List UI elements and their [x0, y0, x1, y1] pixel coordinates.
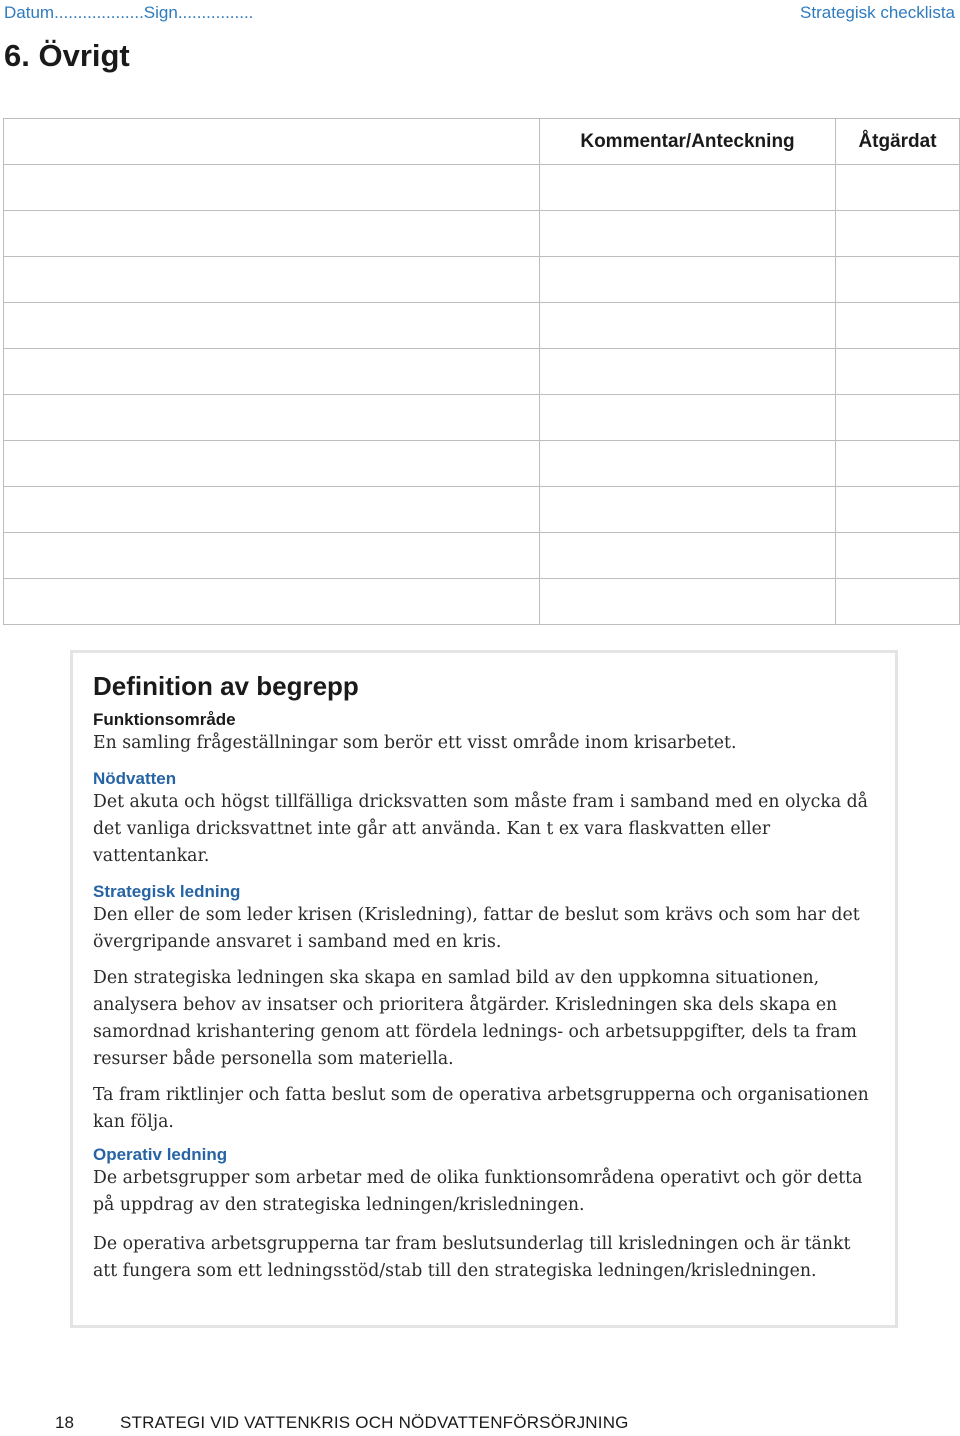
comment-cell[interactable] — [540, 395, 836, 441]
definition-text: Det akuta och högst tillfälliga dricksvatten som måste fram i samband med en olycka då det vanliga dricksvattnet inte går att använda. Kan t ex vara flaskvatten eller vattentankar. — [93, 792, 868, 866]
comment-cell[interactable] — [540, 441, 836, 487]
item-cell — [4, 395, 540, 441]
comment-cell[interactable] — [540, 165, 836, 211]
definitions-box — [70, 650, 898, 1328]
table-row — [4, 349, 960, 395]
header-doc-title: Strategisk checklista — [800, 3, 955, 22]
table-row — [4, 487, 960, 533]
column-header-done: Åtgärdat — [836, 119, 960, 165]
table-row — [4, 257, 960, 303]
term-nodvatten: Nödvatten — [93, 769, 177, 788]
header-date-sign: Datum...................Sign................ — [4, 3, 254, 22]
comment-cell[interactable] — [540, 533, 836, 579]
comment-cell[interactable] — [540, 487, 836, 533]
comment-cell[interactable] — [540, 257, 836, 303]
table-row — [4, 395, 960, 441]
done-cell[interactable] — [836, 257, 960, 303]
item-cell — [4, 165, 540, 211]
done-cell[interactable] — [836, 533, 960, 579]
table-header-row — [4, 119, 960, 165]
done-cell[interactable] — [836, 487, 960, 533]
term-operativ-ledning: Operativ ledning — [93, 1145, 228, 1164]
definition-text: Den eller de som leder krisen (Krisledning), fattar de beslut som krävs och som har det övergripande ansvaret i samband med en kris. — [93, 905, 860, 952]
table-row — [4, 579, 960, 625]
section-title: 6. Övrigt — [4, 38, 130, 73]
done-cell[interactable] — [836, 349, 960, 395]
done-cell[interactable] — [836, 303, 960, 349]
table-row — [4, 211, 960, 257]
column-header-comment: Kommentar/Anteckning — [540, 119, 836, 165]
definition-text: Ta fram riktlinjer och fatta beslut som de operativa arbetsgrupperna och organisationen kan följa. — [93, 1085, 869, 1132]
definitions-heading: Definition av begrepp — [93, 671, 359, 701]
footer-title: STRATEGI VID VATTENKRIS OCH NÖDVATTENFÖRSÖRJNING — [120, 1413, 629, 1432]
term-strategisk-ledning: Strategisk ledning — [93, 882, 241, 901]
comment-cell[interactable] — [540, 579, 836, 625]
definition-text: Den strategiska ledningen ska skapa en samlad bild av den uppkomna situationen, analysera behov av insatser och prioritera åtgärder. Krisledningen ska dels skapa en samordnad krishantering genom att fördela lednings- och arbetsuppgifter, dels ta fram resurser både personella som materiella. — [93, 968, 857, 1069]
comment-cell[interactable] — [540, 303, 836, 349]
item-cell — [4, 579, 540, 625]
done-cell[interactable] — [836, 165, 960, 211]
item-cell — [4, 303, 540, 349]
definition-text: De arbetsgrupper som arbetar med de olika funktionsområdena operativt och gör detta på uppdrag av den strategiska ledningen/krisledningen. — [93, 1168, 863, 1215]
done-cell[interactable] — [836, 211, 960, 257]
comment-cell[interactable] — [540, 349, 836, 395]
table-row — [4, 303, 960, 349]
page-number: 18 — [55, 1413, 74, 1432]
column-header-item — [4, 119, 540, 165]
definition-text: En samling frågeställningar som berör ett visst område inom krisarbetet. — [93, 733, 737, 753]
item-cell — [4, 211, 540, 257]
item-cell — [4, 349, 540, 395]
definition-text: De operativa arbetsgrupperna tar fram beslutsunderlag till krisledningen och är tänkt att fungera som ett ledningsstöd/stab till den strategiska ledningen/krisledningen. — [93, 1234, 851, 1281]
table-row — [4, 441, 960, 487]
done-cell[interactable] — [836, 395, 960, 441]
checklist-table — [3, 118, 960, 625]
item-cell — [4, 487, 540, 533]
term-funktionsomrade: Funktionsområde — [93, 710, 236, 729]
table-row — [4, 165, 960, 211]
item-cell — [4, 441, 540, 487]
done-cell[interactable] — [836, 579, 960, 625]
table-row — [4, 533, 960, 579]
done-cell[interactable] — [836, 441, 960, 487]
comment-cell[interactable] — [540, 211, 836, 257]
item-cell — [4, 533, 540, 579]
table-body — [4, 165, 960, 625]
item-cell — [4, 257, 540, 303]
